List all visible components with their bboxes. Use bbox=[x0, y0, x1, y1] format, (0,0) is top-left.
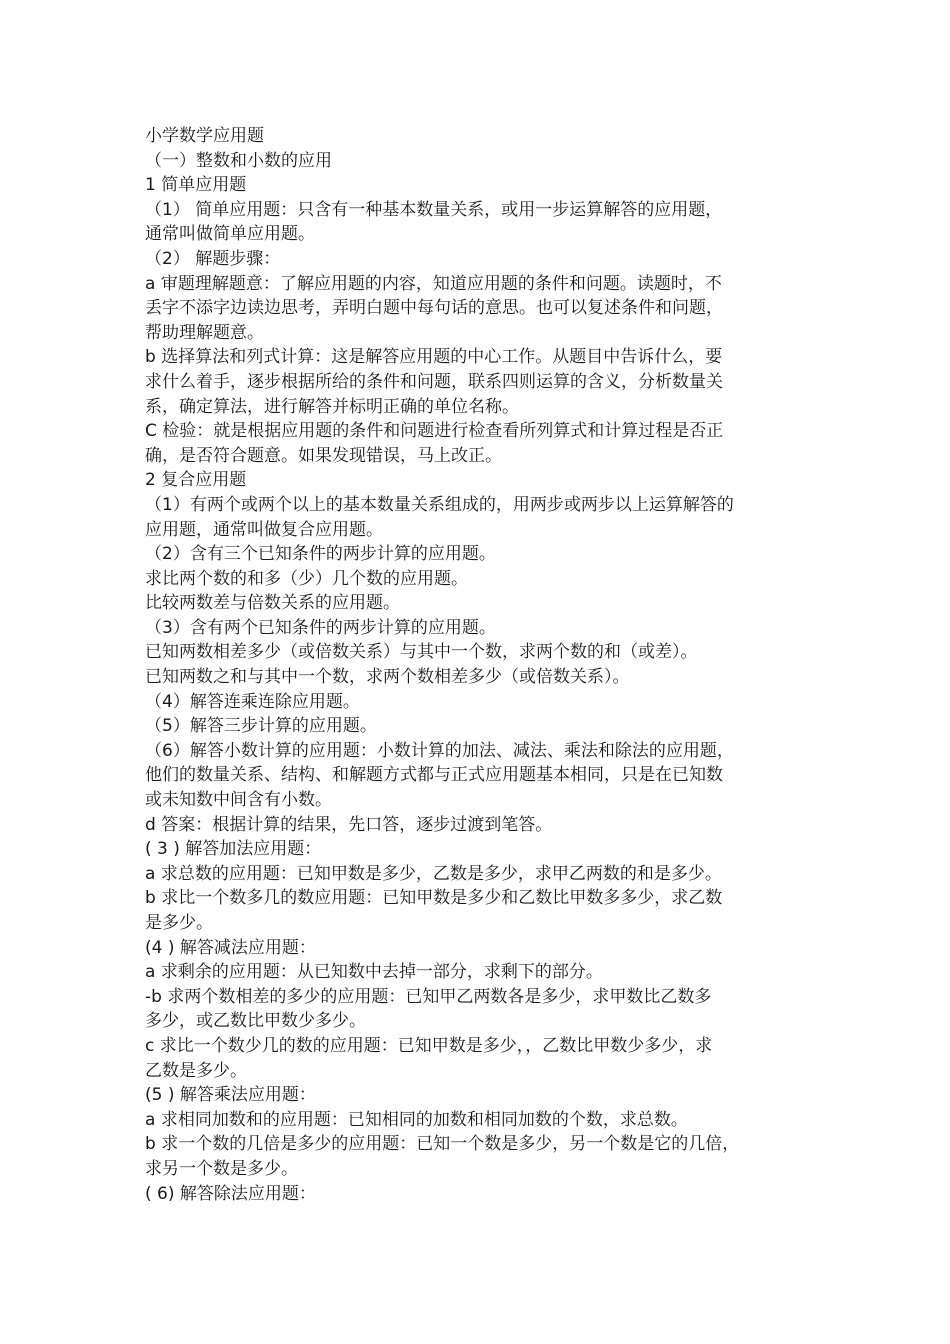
text-line: c 求比一个数少几的数的应用题：已知甲数是多少，，乙数比甲数少多少，求 bbox=[145, 1035, 713, 1056]
text-line: 确，是否符合题意。如果发现错误，马上改正。 bbox=[145, 445, 502, 466]
text-line: (4 ) 解答减法应用题： bbox=[145, 937, 316, 958]
text-line: 多少，或乙数比甲数少多少。 bbox=[145, 1011, 366, 1032]
text-line: 小学数学应用题 bbox=[145, 126, 264, 146]
text-line: (5 ) 解答乘法应用题： bbox=[145, 1085, 316, 1106]
text-line: 比较两数差与倍数关系的应用题。 bbox=[145, 593, 400, 614]
text-line: 求另一个数是多少。 bbox=[145, 1158, 298, 1179]
text-line: 已知两数相差多少（或倍数关系）与其中一个数，求两个数的和（或差）。 bbox=[145, 642, 698, 663]
text-line: （2） 解题步骤： bbox=[145, 248, 281, 269]
text-line: ( 3 ) 解答加法应用题： bbox=[145, 839, 322, 860]
text-line: 帮助理解题意。 bbox=[145, 322, 264, 343]
text-line: d 答案：根据计算的结果，先口答，逐步过渡到笔答。 bbox=[145, 814, 553, 835]
text-line: （3）含有两个已知条件的两步计算的应用题。 bbox=[145, 617, 496, 638]
text-line: （2）含有三个已知条件的两步计算的应用题。 bbox=[145, 544, 496, 565]
text-line: 乙数是多少。 bbox=[145, 1060, 247, 1081]
text-line: 是多少。 bbox=[145, 913, 213, 933]
text-line: （5）解答三步计算的应用题。 bbox=[145, 716, 377, 737]
text-line: （4）解答连乘连除应用题。 bbox=[145, 691, 360, 712]
text-line: 求比两个数的和多（少）几个数的应用题。 bbox=[145, 568, 468, 589]
document-body bbox=[145, 124, 815, 1206]
text-line: 已知两数之和与其中一个数，求两个数相差多少（或倍数关系）。 bbox=[145, 667, 630, 688]
text-line: 2 复合应用题 bbox=[145, 470, 247, 491]
text-line: 他们的数量关系、结构、和解题方式都与正式应用题基本相同，只是在已知数 bbox=[145, 765, 723, 786]
text-line: 系，确定算法，进行解答并标明正确的单位名称。 bbox=[145, 396, 519, 417]
text-line: （一）整数和小数的应用 bbox=[145, 150, 332, 171]
text-line: 应用题，通常叫做复合应用题。 bbox=[145, 519, 383, 540]
text-line: C 检验：就是根据应用题的条件和问题进行检查看所列算式和计算过程是否正 bbox=[145, 421, 724, 442]
text-line: a 求剩余的应用题：从已知数中去掉一部分，求剩下的部分。 bbox=[145, 962, 603, 983]
text-line: （1） 简单应用题：只含有一种基本数量关系，或用一步运算解答的应用题， bbox=[145, 199, 723, 220]
text-line: a 审题理解题意：了解应用题的内容，知道应用题的条件和问题。读题时，不 bbox=[145, 273, 722, 294]
text-line: 通常叫做简单应用题。 bbox=[145, 224, 315, 245]
text-line: b 求比一个数多几的数应用题：已知甲数是多少和乙数比甲数多多少，求乙数 bbox=[145, 888, 723, 909]
text-line: b 求一个数的几倍是多少的应用题：已知一个数是多少，另一个数是它的几倍， bbox=[145, 1134, 740, 1155]
text-line: a 求相同加数和的应用题：已知相同的加数和相同加数的个数，求总数。 bbox=[145, 1109, 688, 1130]
text-line: a 求总数的应用题：已知甲数是多少，乙数是多少，求甲乙两数的和是多少。 bbox=[145, 863, 722, 884]
text-line: -b 求两个数相差的多少的应用题：已知甲乙两数各是多少，求甲数比乙数多 bbox=[145, 986, 712, 1007]
text-line: 或未知数中间含有小数。 bbox=[145, 790, 332, 811]
text-line: b 选择算法和列式计算：这是解答应用题的中心工作。从题目中告诉什么，要 bbox=[145, 347, 723, 368]
text-line: （1）有两个或两个以上的基本数量关系组成的，用两步或两步以上运算解答的 bbox=[145, 494, 734, 515]
text-line: 求什么着手，逐步根据所给的条件和问题，联系四则运算的含义，分析数量关 bbox=[145, 371, 723, 392]
text-line: 1 简单应用题 bbox=[145, 175, 247, 196]
text-line: （6）解答小数计算的应用题：小数计算的加法、减法、乘法和除法的应用题， bbox=[145, 740, 734, 761]
text-line: 丢字不添字边读边思考，弄明白题中每句话的意思。也可以复述条件和问题， bbox=[145, 298, 723, 319]
text-line: ( 6) 解答除法应用题： bbox=[145, 1183, 316, 1204]
